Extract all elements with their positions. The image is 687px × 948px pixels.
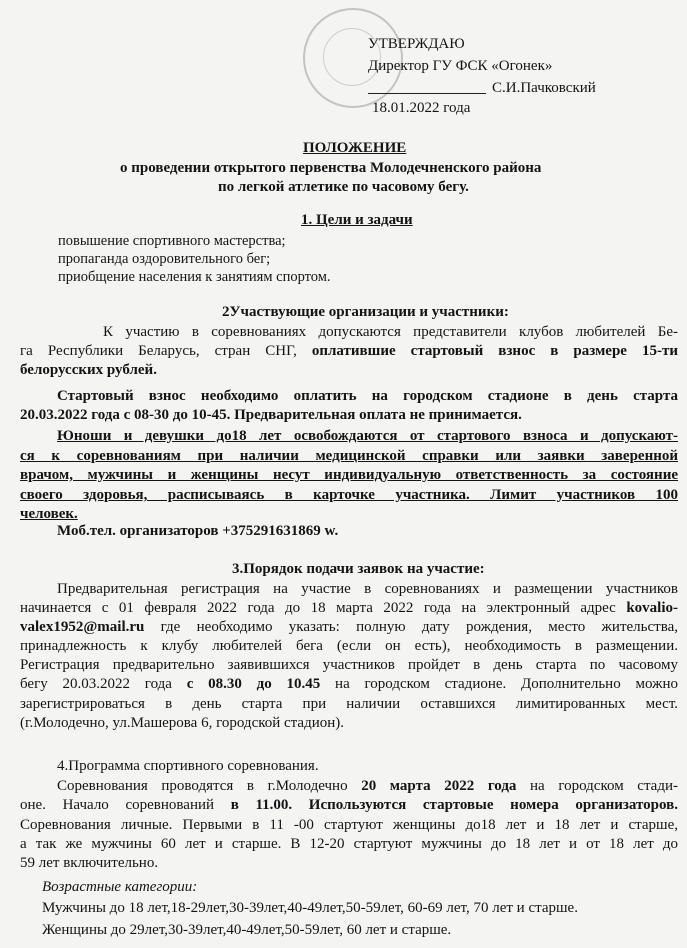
section2-heading: 2Участвующие организации и участники: bbox=[222, 304, 509, 320]
document-subtitle-2: по легкой атлетике по часовому бегу. bbox=[218, 179, 469, 195]
section2-paragraph-3-line-1: Юноши и девушки до18 лет освобождаются от стартового взноса и допускают- bbox=[57, 428, 678, 444]
section3-line-1: Предварительная регистрация на участие в соревнованиях и размещении участников bbox=[57, 581, 678, 597]
text-bold: 20 марта 2022 года bbox=[361, 778, 517, 794]
section1-heading: 1. Цели и задачи bbox=[301, 212, 413, 228]
document-subtitle-1: о проведении открытого первенства Молодечненского района bbox=[120, 160, 542, 176]
text-normal: начинается с 01 февраля 2022 года до 18 марта 2022 года на электронный адрес bbox=[20, 600, 627, 616]
age-categories-women: Женщины до 29лет,30-39лет,40-49лет,50-59лет, 60 лет и старше. bbox=[42, 922, 452, 938]
document-title: ПОЛОЖЕНИЕ bbox=[303, 140, 407, 156]
section3-line-6 bbox=[20, 676, 678, 693]
section3-line-2 bbox=[20, 600, 678, 617]
text-normal: Соревнования проводятся в г.Молодечно bbox=[57, 778, 362, 794]
text-bold: оплатившие стартовый взнос в размере 15-ти bbox=[311, 343, 678, 359]
signature-line bbox=[368, 93, 486, 94]
age-categories-heading: Возрастные категории: bbox=[42, 879, 198, 895]
section2-paragraph-2-line-1: Стартовый взнос необходимо оплатить на городском стадионе в день старта bbox=[57, 388, 678, 404]
section3-line-8: (г.Молодечно, ул.Машерова 6, городской стадион). bbox=[20, 715, 345, 731]
section4-heading: 4.Программа спортивного соревнования. bbox=[57, 758, 319, 774]
text-normal: где необходимо указать: полную дату рождения, место жительства, bbox=[144, 619, 678, 635]
section2-paragraph-3-line-3: врачом, мужчины и женщины несут индивидуальную ответственность за состояние bbox=[20, 467, 678, 483]
approval-line-1: УТВЕРЖДАЮ bbox=[368, 36, 465, 52]
section2-paragraph-3-line-4: своего здоровья, расписываясь в карточке участника. Лимит участников 100 bbox=[20, 487, 678, 503]
text-normal: на городском стади- bbox=[516, 778, 678, 794]
email-part-2: valex1952@mail.ru bbox=[20, 619, 145, 635]
text-bold: с 08.30 до 10.45 bbox=[186, 676, 321, 692]
approval-line-4: 18.01.2022 года bbox=[372, 100, 471, 116]
text-normal: оне. Начало соревнований bbox=[20, 797, 231, 813]
section4-line-5: 59 лет включительно. bbox=[20, 855, 159, 871]
section3-heading: 3.Порядок подачи заявок на участие: bbox=[232, 561, 485, 577]
section4-line-4: а так же мужчины 60 лет и старше. В 12-20 стартуют мужчины до 18 лет и от 18 лет до bbox=[20, 836, 678, 852]
section3-line-3 bbox=[20, 619, 678, 636]
section4-line-3: Соревнования личные. Первыми в 11 -00 стартуют женщины до18 лет и 18 лет и старше, bbox=[20, 817, 678, 833]
text-normal: бегу 20.03.2022 года bbox=[20, 676, 187, 692]
section1-item: пропаганда оздоровительного бег; bbox=[58, 251, 271, 267]
email-part-1: kovalio- bbox=[626, 600, 678, 616]
section4-line-1 bbox=[57, 778, 678, 795]
section2-paragraph-1-line-2 bbox=[20, 343, 678, 360]
approval-line-3: С.И.Пачковский bbox=[492, 80, 596, 96]
section2-paragraph-1-line-3: белорусских рублей. bbox=[20, 362, 157, 378]
section4-line-2 bbox=[20, 797, 678, 814]
section3-line-5: Регистрация предварительно заявившихся участников пройдет в день старта по часовому bbox=[20, 657, 678, 673]
age-categories-men: Мужчины до 18 лет,18-29лет,30-39лет,40-49лет,50-59лет, 60-69 лет, 70 лет и старше. bbox=[42, 900, 578, 916]
section2-paragraph-3-line-5: человек. bbox=[20, 506, 78, 522]
text-bold: в 11.00. Используются стартовые номера организаторов. bbox=[230, 797, 678, 813]
section2-paragraph-2-line-2: 20.03.2022 года с 08-30 до 10-45. Предварительная оплата не принимается. bbox=[20, 407, 522, 423]
section2-paragraph-1-line-1: К участию в соревнованиях допускаются представители клубов любителей Бе- bbox=[103, 324, 678, 340]
section1-item: повышение спортивного мастерства; bbox=[58, 233, 286, 249]
approval-line-2: Директор ГУ ФСК «Огонек» bbox=[368, 58, 553, 74]
text-normal: на городском стадионе. Дополнительно можно bbox=[320, 676, 678, 692]
organizer-phone: Моб.тел. организаторов +375291631869 w. bbox=[57, 523, 339, 539]
section1-item: приобщение населения к занятиям спортом. bbox=[58, 269, 331, 285]
section3-line-7: зарегистрироваться в день старта при наличии оставшихся лимитированных мест. bbox=[20, 696, 678, 712]
section2-paragraph-3-line-2: ся к соревнованиям при наличии медицинской справки или заявки заверенной bbox=[20, 448, 678, 464]
section3-line-4: принадлежность к клубу любителей бега (если он есть), необходимость в размещении. bbox=[20, 638, 678, 654]
text-normal: га Республики Беларусь, стран СНГ, bbox=[20, 343, 312, 359]
